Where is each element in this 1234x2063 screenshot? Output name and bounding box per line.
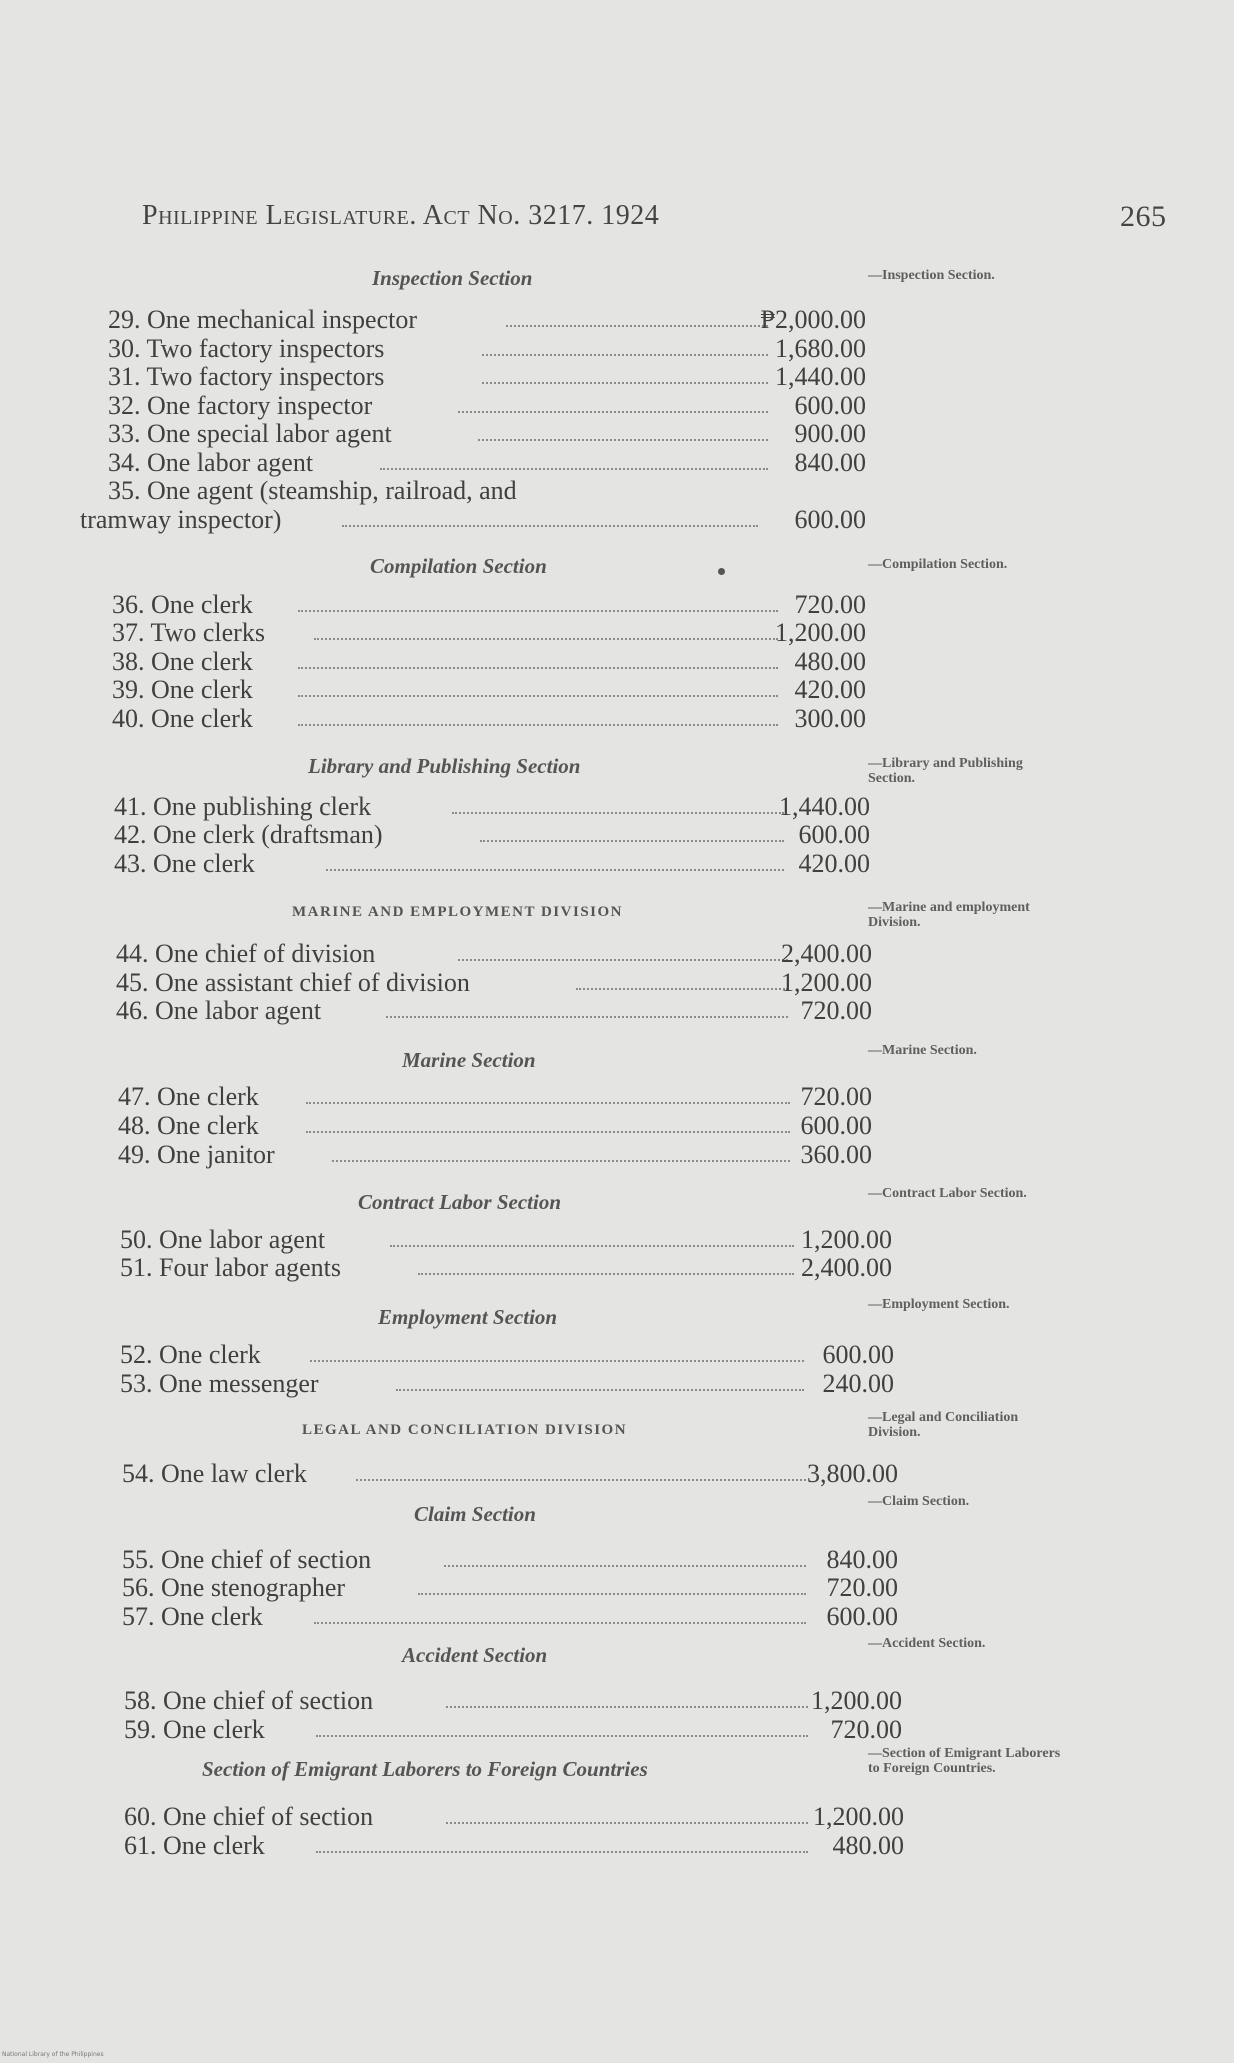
item-label: 57. One clerk [122,1602,263,1631]
section-heading-library: Library and Publishing Section [308,754,581,778]
item-amount: 240.00 [822,1369,894,1398]
leader-dots [386,1016,788,1018]
item-amount: 1,680.00 [775,334,866,363]
division-heading-marine-employment: MARINE AND EMPLOYMENT DIVISION [292,904,623,920]
margin-note-emigrant: —Section of Emigrant Laborers to Foreign Countries. [868,1746,1061,1776]
margin-note-claim: —Claim Section. [868,1494,970,1509]
item-amount: 600.00 [798,820,870,849]
division-heading-legal: LEGAL AND CONCILIATION DIVISION [302,1422,628,1438]
item-amount: ₱2,000.00 [760,305,866,334]
item-amount: 2,400.00 [781,939,872,968]
item-amount: 600.00 [800,1111,872,1140]
item-label: 44. One chief of division [116,939,376,968]
section-heading-accident: Accident Section [402,1643,548,1667]
item-label-line1: 35. One agent (steamship, railroad, and [108,476,517,505]
margin-note-marine: —Marine Section. [868,1043,977,1058]
item-label: 38. One clerk [112,647,253,676]
item-label: 31. Two factory inspectors [108,362,385,391]
item-amount: 720.00 [826,1573,898,1602]
item-amount: 1,200.00 [811,1686,902,1715]
margin-note-legal: —Legal and Conciliation Division. [868,1410,1019,1440]
item-amount: 720.00 [794,590,866,619]
item-amount: 840.00 [794,448,866,477]
section-heading-emigrant: Section of Emigrant Laborers to Foreign Countries [202,1757,648,1781]
item-label: 30. Two factory inspectors [108,334,385,363]
leader-dots [444,1565,806,1567]
leader-dots [418,1273,794,1275]
item-label: 32. One factory inspector [108,391,373,420]
item-amount: 720.00 [830,1715,902,1744]
leader-dots [446,1822,808,1824]
item-amount: 300.00 [794,704,866,733]
item-label: 40. One clerk [112,704,253,733]
section-heading-compilation: Compilation Section [370,554,547,578]
ink-speck [718,568,725,575]
margin-note-contract-labor: —Contract Labor Section. [868,1186,1027,1201]
leader-dots [342,525,758,527]
item-amount: 600.00 [794,391,866,420]
item-label: 42. One clerk (draftsman) [114,820,383,849]
leader-dots [298,724,778,726]
item-amount: 600.00 [794,505,866,534]
leader-dots [396,1389,804,1391]
item-label: 50. One labor agent [120,1225,326,1254]
margin-note-compilation: —Compilation Section. [868,557,1008,572]
item-amount: 480.00 [832,1831,904,1860]
item-label-line2: tramway inspector) [80,505,282,534]
item-label: 49. One janitor [118,1140,275,1169]
item-amount: 1,200.00 [813,1802,904,1831]
item-amount: 600.00 [826,1602,898,1631]
item-amount: 1,440.00 [775,362,866,391]
leader-dots [458,411,768,413]
leader-dots [380,468,768,470]
item-amount: 840.00 [826,1545,898,1574]
leader-dots [298,695,778,697]
item-amount: 2,400.00 [801,1253,892,1282]
item-label: 58. One chief of section [124,1686,374,1715]
leader-dots [298,667,778,669]
leader-dots [390,1245,794,1247]
footer-credit: National Library of the Philippines [2,2051,104,2058]
item-label: 36. One clerk [112,590,253,619]
leader-dots [446,1706,808,1708]
leader-dots [316,1851,808,1853]
leader-dots [306,1131,790,1133]
item-label: 59. One clerk [124,1715,265,1744]
item-label: 56. One stenographer [122,1573,346,1602]
item-amount: 1,200.00 [781,968,872,997]
leader-dots [306,1102,790,1104]
item-label: 43. One clerk [114,849,255,878]
margin-note-marine-employment: —Marine and employment Division. [868,900,1030,930]
section-heading-marine: Marine Section [402,1048,536,1072]
item-label: 55. One chief of section [122,1545,372,1574]
item-amount: 3,800.00 [807,1459,898,1488]
item-amount: 480.00 [794,647,866,676]
item-label: 61. One clerk [124,1831,265,1860]
item-label: 41. One publishing clerk [114,792,372,821]
item-label: 45. One assistant chief of division [116,968,470,997]
section-heading-employment: Employment Section [378,1305,558,1329]
item-amount: 1,200.00 [801,1225,892,1254]
section-heading-contract-labor: Contract Labor Section [358,1190,562,1214]
leader-dots [326,869,784,871]
item-label: 53. One messenger [120,1369,319,1398]
leader-dots [316,1735,808,1737]
leader-dots [478,439,768,441]
section-heading-inspection: Inspection Section [372,266,533,290]
item-amount: 1,200.00 [775,618,866,647]
leader-dots [332,1160,790,1162]
section-heading-claim: Claim Section [414,1502,536,1526]
margin-note-inspection: —Inspection Section. [868,268,995,283]
item-amount: 360.00 [800,1140,872,1169]
item-label: 46. One labor agent [116,996,322,1025]
item-amount: 600.00 [822,1340,894,1369]
leader-dots [298,610,778,612]
item-label: 33. One special labor agent [108,419,392,448]
leader-dots [310,1360,804,1362]
item-label: 39. One clerk [112,675,253,704]
margin-note-accident: —Accident Section. [868,1636,986,1651]
item-amount: 720.00 [800,1082,872,1111]
margin-note-employment: —Employment Section. [868,1297,1010,1312]
item-label: 60. One chief of section [124,1802,374,1831]
leader-dots [314,1622,806,1624]
page-number: 265 [1120,200,1167,233]
item-label: 54. One law clerk [122,1459,307,1488]
item-amount: 900.00 [794,419,866,448]
item-label: 37. Two clerks [112,618,265,647]
item-amount: 420.00 [794,675,866,704]
item-amount: 420.00 [798,849,870,878]
item-label: 29. One mechanical inspector [108,305,417,334]
item-amount: 1,440.00 [779,792,870,821]
item-label: 34. One labor agent [108,448,314,477]
margin-note-library: —Library and Publishing Section. [868,756,1023,786]
leader-dots [418,1593,806,1595]
leader-dots [356,1479,806,1481]
item-label: 51. Four labor agents [120,1253,341,1282]
running-header: Philippine Legislature. Act No. 3217. 1924 [142,200,660,231]
item-label: 52. One clerk [120,1340,261,1369]
item-amount: 720.00 [800,996,872,1025]
item-label: 48. One clerk [118,1111,259,1140]
leader-dots [314,638,778,640]
item-label: 47. One clerk [118,1082,259,1111]
